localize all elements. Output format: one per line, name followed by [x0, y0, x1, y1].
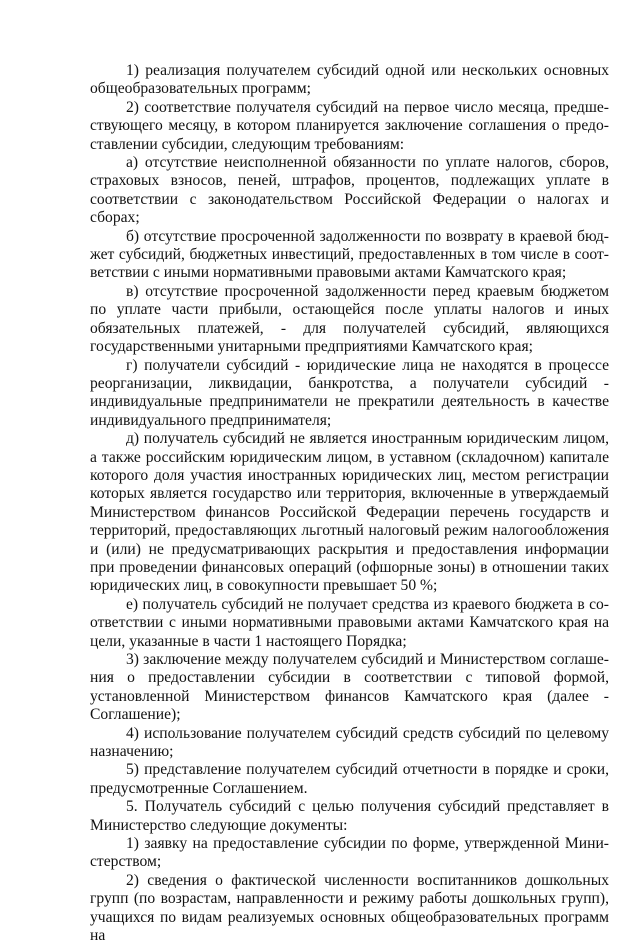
section-5-item-2: 2) сведения о фактической численности воспитанников дошкольных групп (по возрастам, направленности и режиму работы дошкольных групп), учащихся по видам реализуемых основных общеобразовательных программ на — [90, 871, 609, 945]
section-5-item-1: 1) заявку на предоставление субсидии по форме, утвержденной Министерством; — [90, 835, 609, 871]
paragraph-2: 2) соответствие получателя субсидий на первое число месяца, предшествующего месяцу, в котором планируется заключение соглашения о предоставлении субсидии, следующим требованиям: — [90, 98, 609, 153]
paragraph-2a: а) отсутствие неисполненной обязанности по уплате налогов, сборов, страховых взносов, пеней, штрафов, процентов, подлежащих уплате в соответствии с законодательством Российской Федерации о налогах и сборах; — [90, 154, 609, 227]
paragraph-2d: д) получатель субсидий не является иностранным юридическим лицом, а также российским юридическим лицом, в уставном (складочном) капитале которого доля участия иностранных юридических лиц, местом регистрации которых является государство или территория, включенные в утверждаемый Министерством финансов Российской Федерации перечень государств и территорий, предоставляющих льготный налоговый режим налогообложения и (или) не предусматривающих раскрытия и предоставления информации при проведении финансовых операций (офшорные зоны) в отношении таких юридических лиц, в совокупности превышает 50 %; — [90, 430, 609, 595]
paragraph-5: 5) представление получателем субсидий отчетности в порядке и сроки, предусмотренные Соглашением. — [90, 761, 609, 797]
section-5-paragraph: 5. Получатель субсидий с целью получения субсидий представляет в Министерство следующие документы: — [90, 798, 609, 834]
paragraph-2b: б) отсутствие просроченной задолженности по возврату в краевой бюджет субсидий, бюджетных инвестиций, предоставленных в том числе в соответствии с иными нормативными правовыми актами Камчатского края; — [90, 227, 609, 282]
paragraph-2e: е) получатель субсидий не получает средства из краевого бюджета в соответствии с иными нормативными правовыми актами Камчатского края на цели, указанные в части 1 настоящего Порядка; — [90, 595, 609, 650]
paragraph-2g: г) получатели субсидий - юридические лица не находятся в процессе реорганизации, ликвидации, банкротства, а получатели субсидий - индивидуальные предприниматели не прекратили деятельность в качестве индивидуального предпринимателя; — [90, 356, 609, 429]
paragraph-2v: в) отсутствие просроченной задолженности перед краевым бюджетом по уплате части прибыли, остающейся после уплаты налогов и иных обязательных платежей, - для получателей субсидий, являющихся государственными унитарными предприятиями Камчатского края; — [90, 282, 609, 356]
paragraph-1: 1) реализация получателем субсидий одной или нескольких основных общеобразовательных программ; — [90, 62, 609, 98]
paragraph-4: 4) использование получателем субсидий средств субсидий по целевому назначению; — [90, 724, 609, 761]
paragraph-3: 3) заключение между получателем субсидий и Министерством соглашения о предоставлении субсидии в соответствии с типовой формой, установленной Министерством финансов Камчатского края (далее - Соглашение); — [90, 651, 609, 724]
